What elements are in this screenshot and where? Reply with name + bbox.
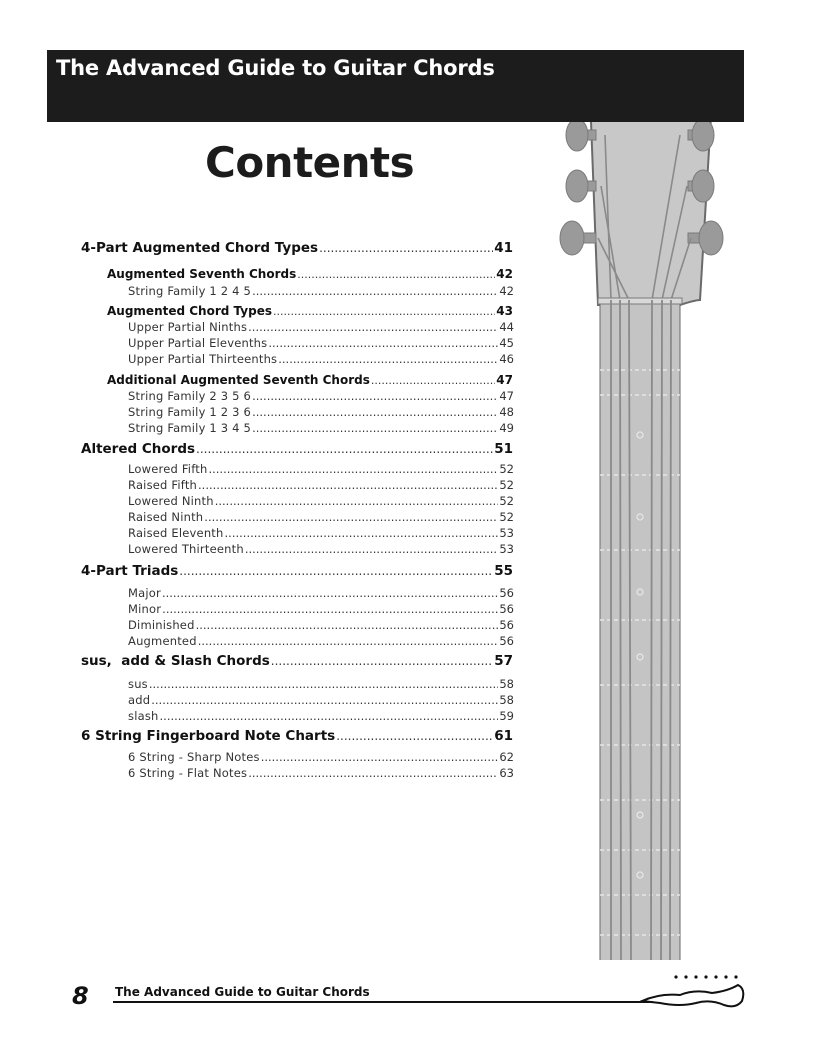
toc-entry-page: 45 bbox=[499, 336, 514, 350]
toc-entry-label: sus bbox=[128, 677, 148, 691]
toc-entry-page: 58 bbox=[499, 677, 514, 691]
leader-dots bbox=[196, 442, 493, 456]
page-number: 8 bbox=[72, 982, 89, 1010]
toc-entry-page: 52 bbox=[499, 462, 514, 476]
leader-dots bbox=[268, 336, 498, 350]
leader-dots bbox=[371, 374, 495, 387]
leader-dots bbox=[336, 729, 493, 743]
header-bar bbox=[47, 50, 744, 122]
leader-dots bbox=[252, 421, 498, 435]
toc-entry-page: 58 bbox=[499, 693, 514, 707]
toc-entry-page: 49 bbox=[499, 421, 514, 435]
leader-dots bbox=[273, 305, 495, 318]
toc-entry-page: 42 bbox=[499, 284, 514, 298]
toc-entry-page: 61 bbox=[494, 728, 513, 744]
toc-entry-slash[interactable] bbox=[128, 709, 514, 723]
toc-entry-sus-add-slash-chords[interactable] bbox=[81, 653, 513, 669]
toc-entry-label: Upper Partial Ninths bbox=[128, 320, 248, 334]
leader-dots bbox=[198, 478, 498, 492]
toc-entry-label: Augmented Chord Types bbox=[107, 304, 272, 318]
toc-entry-label: Altered Chords bbox=[81, 441, 196, 457]
guitar-silhouette-ornament bbox=[640, 965, 750, 1015]
toc-entry-upper-partial-thirteenths[interactable] bbox=[128, 352, 514, 366]
toc-entry-page: 56 bbox=[499, 618, 514, 632]
toc-entry-label: Augmented Seventh Chords bbox=[107, 267, 297, 281]
toc-entry-label: slash bbox=[128, 709, 159, 723]
toc-entry-page: 44 bbox=[499, 320, 514, 334]
leader-dots bbox=[160, 709, 499, 723]
toc-entry-upper-partial-ninths[interactable] bbox=[128, 320, 514, 334]
toc-entry-label: 6 String - Sharp Notes bbox=[128, 750, 260, 764]
toc-entry-lowered-thirteenth[interactable] bbox=[128, 542, 514, 556]
footer-title: The Advanced Guide to Guitar Chords bbox=[115, 985, 370, 999]
toc-entry-page: 52 bbox=[499, 510, 514, 524]
toc-entry-4-part-triads[interactable] bbox=[81, 563, 513, 579]
toc-entry-diminished[interactable] bbox=[128, 618, 514, 632]
toc-entry-additional-augmented-seventh[interactable] bbox=[107, 373, 513, 387]
toc-entry-add[interactable] bbox=[128, 693, 514, 707]
toc-entry-raised-fifth[interactable] bbox=[128, 478, 514, 492]
leader-dots bbox=[225, 526, 499, 540]
leader-dots bbox=[179, 564, 493, 578]
toc-entry-page: 48 bbox=[499, 405, 514, 419]
header-title: The Advanced Guide to Guitar Chords bbox=[56, 56, 495, 80]
toc-entry-label: String Family 1 2 3 6 bbox=[128, 405, 252, 419]
tuner-pegs-left bbox=[560, 119, 596, 255]
toc-entry-page: 47 bbox=[499, 389, 514, 403]
toc-entry-augmented-seventh-chords[interactable] bbox=[107, 267, 513, 281]
leader-dots bbox=[261, 750, 499, 764]
toc-entry-major[interactable] bbox=[128, 586, 514, 600]
toc-entry-minor[interactable] bbox=[128, 602, 514, 616]
leader-dots bbox=[208, 462, 498, 476]
footer-rule bbox=[113, 1001, 653, 1003]
toc-entry-string-family-2356[interactable] bbox=[128, 389, 514, 403]
toc-entry-label: 4-Part Augmented Chord Types bbox=[81, 240, 319, 256]
toc-entry-flat-notes[interactable] bbox=[128, 766, 514, 780]
toc-entry-label: String Family 2 3 5 6 bbox=[128, 389, 252, 403]
toc-entry-label: Lowered Fifth bbox=[128, 462, 208, 476]
leader-dots bbox=[196, 618, 499, 632]
leader-dots bbox=[245, 542, 499, 556]
leader-dots bbox=[149, 677, 498, 691]
toc-entry-page: 57 bbox=[494, 653, 513, 669]
toc-entry-raised-eleventh[interactable] bbox=[128, 526, 514, 540]
toc-entry-label: Augmented bbox=[128, 634, 197, 648]
toc-entry-label: Additional Augmented Seventh Chords bbox=[107, 373, 370, 387]
toc-entry-label: Lowered Thirteenth bbox=[128, 542, 244, 556]
tuner-pegs-right bbox=[688, 119, 723, 255]
toc-entry-lowered-fifth[interactable] bbox=[128, 462, 514, 476]
toc-entry-page: 52 bbox=[499, 494, 514, 508]
leader-dots bbox=[198, 634, 499, 648]
toc-entry-label: Major bbox=[128, 586, 161, 600]
toc-entry-page: 47 bbox=[496, 373, 513, 387]
toc-entry-label: Diminished bbox=[128, 618, 195, 632]
page-title: Contents bbox=[205, 138, 415, 187]
toc-entry-label: Minor bbox=[128, 602, 162, 616]
leader-dots bbox=[252, 284, 498, 298]
toc-entry-page: 52 bbox=[499, 478, 514, 492]
leader-dots bbox=[215, 494, 499, 508]
toc-entry-string-family-1236[interactable] bbox=[128, 405, 514, 419]
toc-entry-page: 53 bbox=[499, 542, 514, 556]
leader-dots bbox=[319, 241, 493, 255]
fingerboard bbox=[600, 300, 680, 960]
toc-entry-page: 62 bbox=[499, 750, 514, 764]
toc-entry-page: 41 bbox=[494, 240, 513, 256]
toc-entry-page: 63 bbox=[499, 766, 514, 780]
toc-entry-augmented-chord-types[interactable] bbox=[81, 240, 513, 256]
toc-entry-altered-chords[interactable] bbox=[81, 441, 513, 457]
leader-dots bbox=[278, 352, 498, 366]
toc-entry-page: 56 bbox=[499, 602, 514, 616]
toc-entry-label: Upper Partial Elevenths bbox=[128, 336, 268, 350]
leader-dots bbox=[151, 693, 498, 707]
toc-entry-raised-ninth[interactable] bbox=[128, 510, 514, 524]
toc-entry-label: Raised Ninth bbox=[128, 510, 204, 524]
leader-dots bbox=[252, 405, 498, 419]
leader-dots bbox=[271, 654, 493, 668]
toc-entry-page: 46 bbox=[499, 352, 514, 366]
toc-entry-sharp-notes[interactable] bbox=[128, 750, 514, 764]
toc-entry-lowered-ninth[interactable] bbox=[128, 494, 514, 508]
toc-entry-page: 53 bbox=[499, 526, 514, 540]
toc-entry-label: Raised Eleventh bbox=[128, 526, 224, 540]
toc-entry-page: 56 bbox=[499, 634, 514, 648]
leader-dots bbox=[248, 320, 498, 334]
toc-entry-label: 6 String - Flat Notes bbox=[128, 766, 248, 780]
toc-entry-page: 42 bbox=[496, 267, 513, 281]
toc-entry-sus[interactable] bbox=[128, 677, 514, 691]
toc-entry-label: 4-Part Triads bbox=[81, 563, 179, 579]
leader-dots bbox=[162, 602, 498, 616]
toc-entry-augmented[interactable] bbox=[128, 634, 514, 648]
leader-dots bbox=[204, 510, 498, 524]
toc-entry-label: 6 String Fingerboard Note Charts bbox=[81, 728, 336, 744]
toc-entry-label: String Family 1 3 4 5 bbox=[128, 421, 252, 435]
toc-entry-label: sus, add & Slash Chords bbox=[81, 653, 270, 669]
toc-entry-label: Raised Fifth bbox=[128, 478, 198, 492]
leader-dots bbox=[252, 389, 498, 403]
toc-entry-page: 55 bbox=[494, 563, 513, 579]
toc-entry-label: Lowered Ninth bbox=[128, 494, 214, 508]
toc-entry-upper-partial-elevenths[interactable] bbox=[128, 336, 514, 350]
leader-dots bbox=[162, 586, 498, 600]
toc-entry-augmented-chord-types-sub[interactable] bbox=[107, 304, 513, 318]
toc-entry-string-family-1345[interactable] bbox=[128, 421, 514, 435]
toc-entry-label: Upper Partial Thirteenths bbox=[128, 352, 278, 366]
leader-dots bbox=[297, 268, 495, 281]
toc-entry-page: 56 bbox=[499, 586, 514, 600]
toc-entry-fingerboard-note-charts[interactable] bbox=[81, 728, 513, 744]
toc-entry-page: 59 bbox=[499, 709, 514, 723]
toc-entry-page: 43 bbox=[496, 304, 513, 318]
toc-entry-label: add bbox=[128, 693, 151, 707]
toc-entry-label: String Family 1 2 4 5 bbox=[128, 284, 252, 298]
toc-entry-string-family-1245[interactable] bbox=[128, 284, 514, 298]
toc-entry-page: 51 bbox=[494, 441, 513, 457]
leader-dots bbox=[248, 766, 498, 780]
